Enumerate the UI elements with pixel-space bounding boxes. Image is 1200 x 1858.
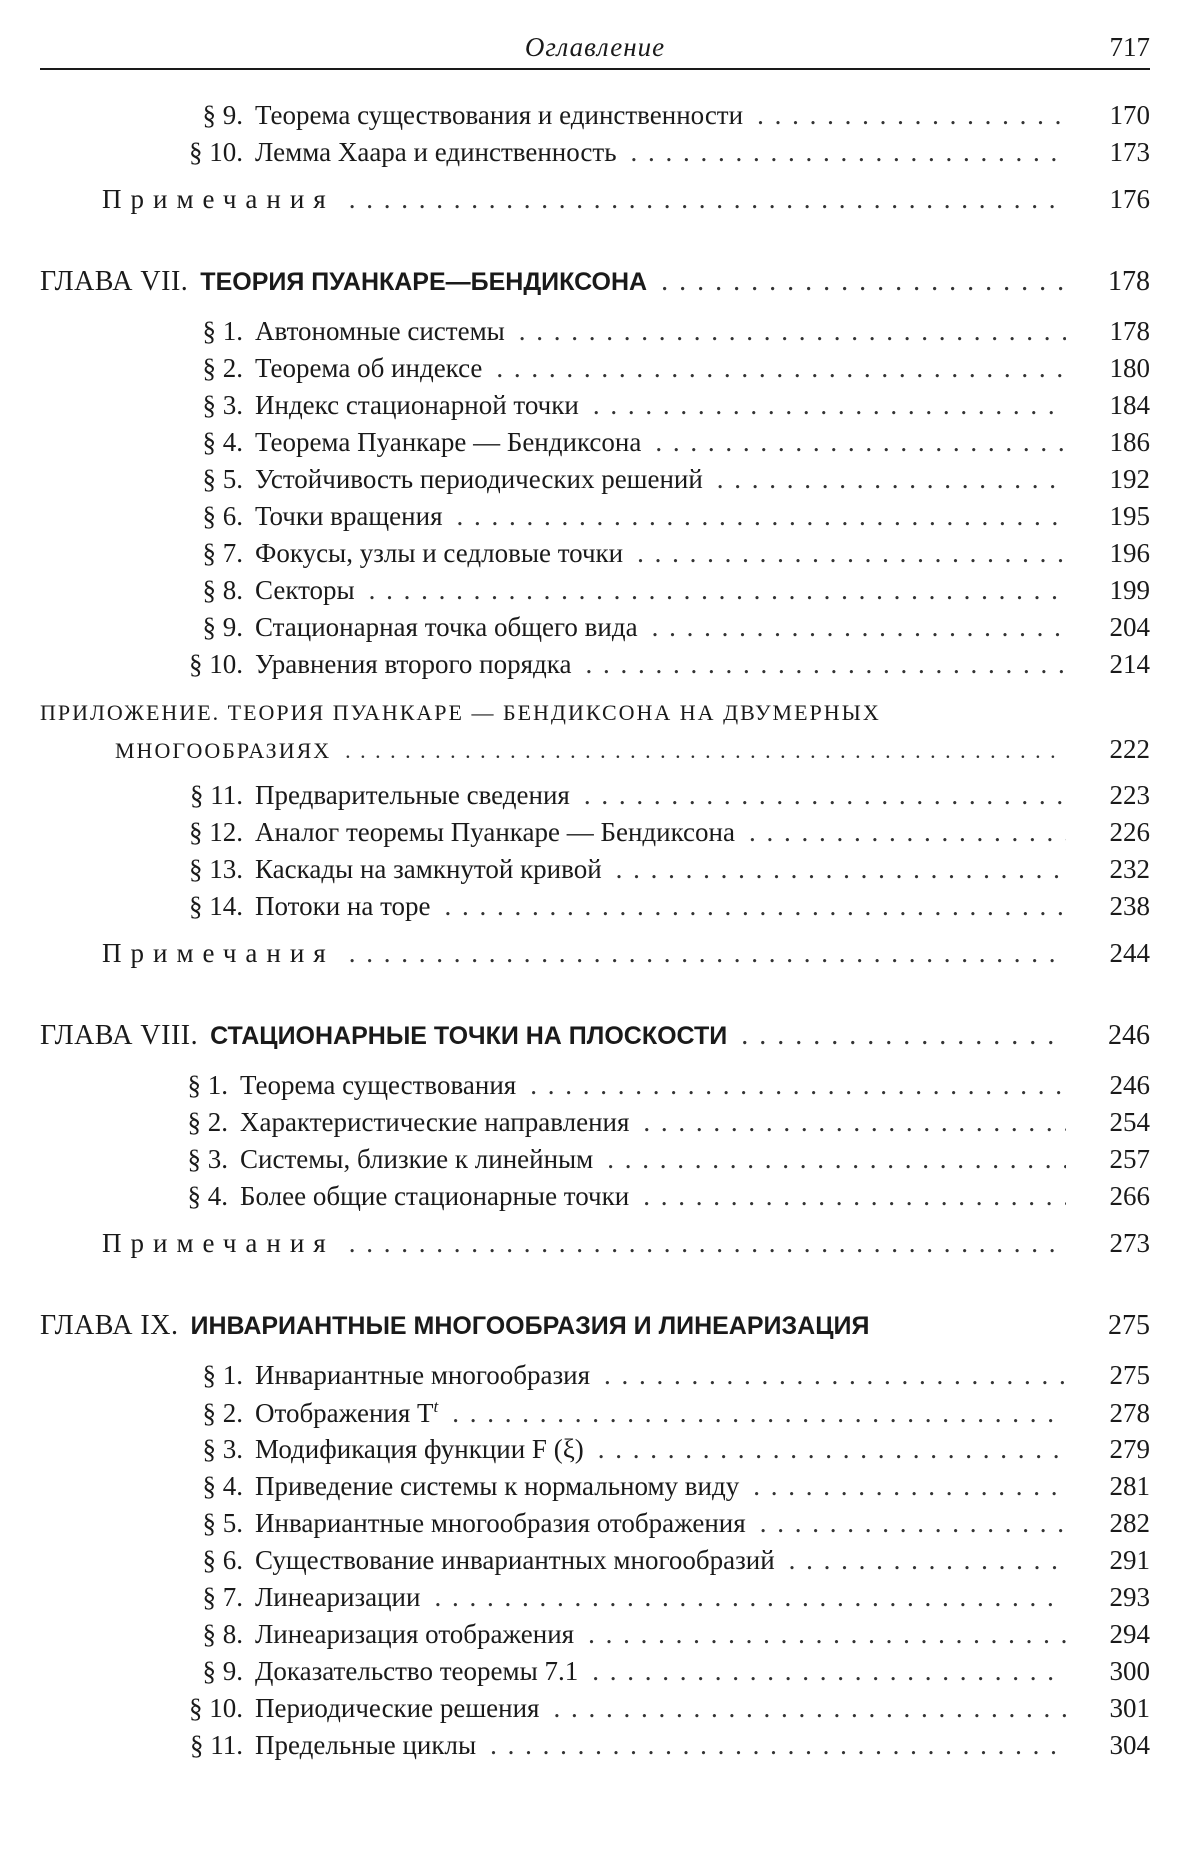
section-page: 196 [1109,538,1150,568]
notes-page: 273 [1109,1228,1150,1258]
toc-entry [140,1070,1150,1107]
section-number: § 4. [187,1181,228,1211]
dot-leader [592,1656,1066,1687]
section-number: § 1. [187,1070,228,1100]
dot-leader [616,854,1066,885]
section-title: Лемма Хаара и единственность [255,137,617,167]
section-title: Приведение системы к нормальному виду [255,1471,740,1501]
dot-leader [604,1360,1066,1391]
section-title: Каскады на замкнутой кривой [255,854,602,884]
section-page: 223 [1109,780,1150,810]
section-number: § 2. [202,353,243,383]
dot-leader [741,1020,1066,1052]
section-title: Существование инвариантных многообразий [255,1545,775,1575]
toc-entry [155,100,1150,137]
dot-leader [456,501,1066,532]
toc-entry [155,1434,1150,1471]
section-number: § 2. [187,1107,228,1137]
toc-entry [155,1656,1150,1693]
dot-leader [760,1508,1066,1539]
toc-entry [155,501,1150,538]
toc-entry [140,1107,1150,1144]
toc-entry [155,649,1150,686]
dot-leader [631,137,1066,168]
dot-leader [717,464,1066,495]
notes-title: Примечания [102,938,335,968]
toc-entry [155,1508,1150,1545]
dot-leader [369,575,1066,606]
toc-entry [155,427,1150,464]
section-number: § 12. [189,817,243,847]
chapter-page: 178 [1108,266,1150,297]
dot-leader [643,1181,1066,1212]
dot-leader [588,1619,1066,1650]
section-page: 266 [1109,1181,1150,1211]
page-header [40,24,1150,70]
chapter-number: ГЛАВА IX. [40,1310,179,1341]
dot-leader [349,184,1066,215]
dot-leader [655,427,1066,458]
toc-entry [155,316,1150,353]
section-title: Устойчивость периодических решений [255,464,703,494]
toc-entry [155,1730,1150,1767]
notes-title: Примечания [102,1228,335,1258]
section-title: Аналог теоремы Пуанкаре — Бендиксона [255,817,735,847]
chapter-number: ГЛАВА VIII. [40,1020,199,1051]
section-number: § 11. [190,780,243,810]
section-title: Теорема Пуанкаре — Бендиксона [255,427,642,457]
toc-entry [155,464,1150,501]
dot-leader [553,1693,1066,1724]
section-title: Уравнения второго порядка [255,649,572,679]
section-number: § 6. [202,1545,243,1575]
section-title: Секторы [255,575,355,605]
section-number: § 10. [189,1693,243,1723]
dot-leader [637,538,1066,569]
chapter-title: ИНВАРИАНТНЫЕ МНОГООБРАЗИЯ И ЛИНЕАРИЗАЦИЯ [190,1312,870,1340]
section-page: 173 [1109,137,1150,167]
section-number: § 3. [187,1144,228,1174]
chapter-page: 275 [1108,1310,1150,1341]
toc-entry [155,390,1150,427]
chapter-title: ТЕОРИЯ ПУАНКАРЕ—БЕНДИКСОНА [200,268,648,296]
dot-leader [345,738,1066,764]
section-title: Предварительные сведения [255,780,570,810]
toc-entry [155,1471,1150,1508]
toc-entry [155,1397,1150,1434]
dot-leader [757,100,1066,131]
dot-leader [445,891,1066,922]
section-number: § 8. [202,1619,243,1649]
chapter-heading [40,1310,1150,1342]
section-page: 293 [1109,1582,1150,1612]
toc-entry [155,538,1150,575]
section-number: § 8. [202,575,243,605]
section-title: Теорема существования и единственности [255,100,744,130]
dot-leader [652,612,1066,643]
toc-entry [155,891,1150,928]
section-title: Характеристические направления [240,1107,630,1137]
section-page: 275 [1109,1360,1150,1390]
chapter-title: СТАЦИОНАРНЫЕ ТОЧКИ НА ПЛОСКОСТИ [210,1022,728,1050]
chapter-sections [155,1360,1150,1767]
section-title: Более общие стационарные точки [240,1181,630,1211]
section-title: Точки вращения [255,501,443,531]
section-page: 291 [1109,1545,1150,1575]
notes-title: Примечания [102,184,335,214]
dot-leader [585,649,1066,680]
dot-leader [349,1228,1066,1259]
table-of-contents [40,100,1150,1767]
toc-entry [155,780,1150,817]
section-page: 254 [1109,1107,1150,1137]
section-number: § 5. [202,464,243,494]
section-page: 226 [1109,817,1150,847]
section-page: 246 [1109,1070,1150,1100]
toc-entry [155,1693,1150,1730]
chapter-number: ГЛАВА VII. [40,266,189,297]
section-page: 279 [1109,1434,1150,1464]
section-page: 294 [1109,1619,1150,1649]
section-number: § 1. [202,1360,243,1390]
chapter-heading [40,266,1150,298]
dot-leader [753,1471,1066,1502]
dot-leader [349,938,1066,969]
section-title-text: Отображения T [255,1398,434,1428]
dot-leader [452,1398,1066,1429]
chapter-sections [140,1070,1150,1218]
running-title: Оглавление [524,32,666,62]
toc-entry [140,1181,1150,1218]
section-title: Теорема существования [240,1070,517,1100]
section-number: § 4. [202,1471,243,1501]
section-number: § 7. [202,538,243,568]
chapter-sections [155,316,1150,686]
section-title: Доказательство теоремы 7.1 [255,1656,579,1686]
dot-leader [584,780,1066,811]
toc-entry [155,1360,1150,1397]
toc-entry [155,612,1150,649]
section-page: 278 [1109,1398,1150,1428]
dot-leader [530,1070,1066,1101]
section-number: § 9. [202,612,243,642]
toc-entry [155,817,1150,854]
toc-entry [140,1144,1150,1181]
section-page: 178 [1109,316,1150,346]
appendix-heading [40,700,1150,774]
notes-entry [102,1228,1150,1270]
section-title: Теорема об индексе [255,353,483,383]
section-number: § 3. [202,1434,243,1464]
top-sections [155,100,1150,174]
chapter-heading [40,1020,1150,1052]
section-page: 180 [1109,353,1150,383]
section-number: § 6. [202,501,243,531]
section-title: Стационарная точка общего вида [255,612,638,642]
section-number: § 2. [202,1398,243,1428]
dot-leader [593,390,1066,421]
section-title: Модификация функции F (ξ) [255,1434,584,1464]
section-title: Периодические решения [255,1693,540,1723]
chapter-page: 246 [1108,1020,1150,1051]
dot-leader [789,1545,1066,1576]
section-number: § 1. [202,316,243,346]
notes-page: 176 [1109,184,1150,214]
section-page: 304 [1109,1730,1150,1760]
dot-leader [519,316,1066,347]
section-title: Автономные системы [255,316,505,346]
superscript: t [433,1397,439,1416]
appendix-title-line2-row [115,734,1150,774]
toc-entry [155,575,1150,612]
dot-leader [643,1107,1066,1138]
section-number: § 3. [202,390,243,420]
section-number: § 4. [202,427,243,457]
header-rule [40,68,1150,70]
toc-entry [155,1545,1150,1582]
section-title: Инвариантные многообразия [255,1360,591,1390]
section-page: 192 [1109,464,1150,494]
section-page: 238 [1109,891,1150,921]
section-page: 232 [1109,854,1150,884]
section-title: Системы, близкие к линейным [240,1144,594,1174]
toc-entry [155,137,1150,174]
section-page: 204 [1109,612,1150,642]
section-page: 257 [1109,1144,1150,1174]
dot-leader [661,266,1066,298]
section-number: § 11. [190,1730,243,1760]
dot-leader [434,1582,1066,1613]
dot-leader [749,817,1066,848]
section-number: § 10. [189,649,243,679]
notes-entry [102,184,1150,226]
section-number: § 5. [202,1508,243,1538]
appendix-title-line2: МНОГООБРАЗИЯХ [115,738,332,763]
section-number: § 10. [189,137,243,167]
section-page: 214 [1109,649,1150,679]
section-page: 186 [1109,427,1150,457]
page-number: 717 [1109,32,1150,62]
dot-leader [598,1434,1066,1465]
toc-entry [155,1582,1150,1619]
section-page: 281 [1109,1471,1150,1501]
section-page: 282 [1109,1508,1150,1538]
toc-entry [155,1619,1150,1656]
appendix-title-line1: ПРИЛОЖЕНИЕ. ТЕОРИЯ ПУАНКАРЕ — БЕНДИКСОНА НА ДВУМЕРНЫХ [40,700,881,725]
section-page: 195 [1109,501,1150,531]
section-number: § 9. [202,100,243,130]
toc-entry [155,353,1150,390]
section-title: Линеаризации [255,1582,421,1612]
section-page: 199 [1109,575,1150,605]
notes-page: 244 [1109,938,1150,968]
section-title [255,1397,438,1429]
toc-entry [155,854,1150,891]
section-number: § 14. [189,891,243,921]
dot-leader [496,353,1066,384]
dot-leader [490,1730,1066,1761]
section-title: Линеаризация отображения [255,1619,575,1649]
section-number: § 13. [189,854,243,884]
section-title: Инвариантные многообразия отображения [255,1508,746,1538]
section-number: § 7. [202,1582,243,1612]
appendix-sections [155,780,1150,928]
section-title: Индекс стационарной точки [255,390,579,420]
section-page: 170 [1109,100,1150,130]
section-page: 301 [1109,1693,1150,1723]
section-title: Фокусы, узлы и седловые точки [255,538,624,568]
section-page: 300 [1109,1656,1150,1686]
section-title: Предельные циклы [255,1730,477,1760]
section-page: 184 [1109,390,1150,420]
section-number: § 9. [202,1656,243,1686]
section-title: Потоки на торе [255,891,431,921]
notes-entry [102,938,1150,980]
dot-leader [607,1144,1066,1175]
appendix-page: 222 [1109,734,1150,764]
